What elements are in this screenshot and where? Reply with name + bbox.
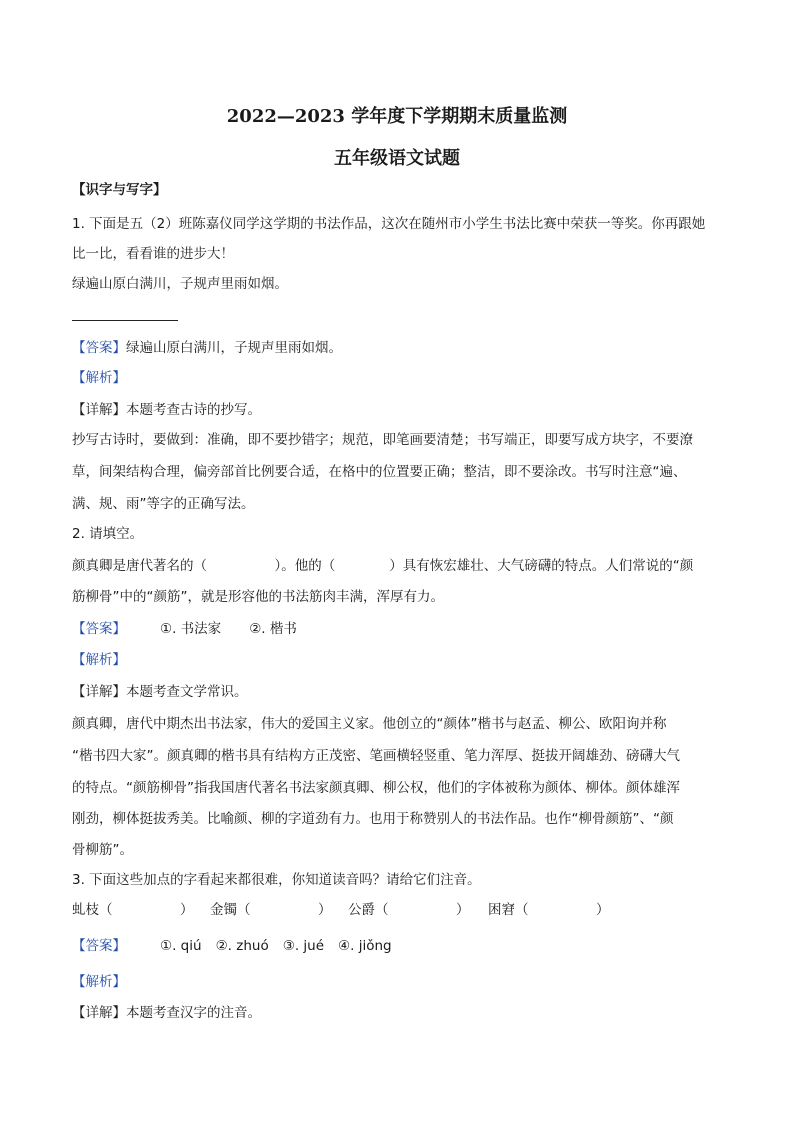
q3-detail-text: 本题考查汉字的注音。 — [126, 1005, 261, 1021]
q1-stem-line2: 比一比，看看谁的进步大！ — [72, 246, 234, 262]
q1-answer-row — [72, 338, 342, 358]
q1-detail-text: 本题考查古诗的抄写。 — [126, 402, 261, 418]
q1-poem: 绿遍山原白满川，子规声里雨如烟。 — [72, 276, 288, 292]
page-subtitle: 五年级语文试题 — [334, 148, 460, 169]
q2-explanation-line3: 的特点。“颜筋柳骨”指我国唐代著名书法家颜真卿、柳公权，他们的字体被称为颜体、柳体。颜体雄浑 — [72, 780, 680, 796]
answer-label: 【答案】 — [72, 621, 126, 637]
q2-analysis-label: 【解析】 — [72, 652, 126, 668]
answer-label: 【答案】 — [72, 938, 126, 954]
q2-answer-2: ②. 楷书 — [249, 621, 297, 637]
q2-explanation-line1: 颜真卿，唐代中期杰出书法家，伟大的爱国主义家。他创立的“颜体”楷书与赵孟、柳公、欧阳询并称 — [72, 716, 667, 732]
q1-stem-line1: 1. 下面是五（2）班陈嘉仪同学这学期的书法作品，这次在随州市小学生书法比赛中荣获一等奖。你再跟她 — [72, 216, 706, 232]
q3-item-1: 虬枝（ ） — [72, 902, 194, 918]
q2-line2: 筋柳骨”中的“颜筋”，就是形容他的书法筋肉丰满，浑厚有力。 — [72, 589, 444, 605]
q3-answer-row — [72, 936, 392, 956]
section-heading: 【识字与写字】 — [72, 182, 167, 198]
q1-explanation-line3: 满、规、雨”等字的正确写法。 — [72, 496, 255, 512]
q3-item-2: 金镯（ ） — [210, 902, 332, 918]
answer-label: 【答案】 — [72, 340, 126, 356]
q3-item-4: 困窘（ ） — [488, 902, 610, 918]
detail-label: 【详解】 — [72, 1005, 126, 1021]
q3-detail-row — [72, 1003, 261, 1023]
q1-analysis-label: 【解析】 — [72, 370, 126, 386]
detail-label: 【详解】 — [72, 684, 126, 700]
answer-blank-line — [72, 320, 178, 321]
q2-stem: 2. 请填空。 — [72, 526, 144, 542]
q2-explanation-line2: “楷书四大家”。颜真卿的楷书具有结构方正茂密、笔画横轻竖重、笔力浑厚、挺拔开阔雄劲、磅礴大气 — [72, 748, 680, 764]
q3-analysis-label: 【解析】 — [72, 974, 126, 990]
q3-item-3: 公爵（ ） — [348, 902, 470, 918]
q3-stem: 3. 下面这些加点的字看起来都很难，你知道读音吗？请给它们注音。 — [72, 872, 481, 888]
q3-answer-2: ②. zhuó — [215, 938, 269, 954]
q3-answer-3: ③. jué — [282, 938, 325, 954]
q1-answer-text: 绿遍山原白满川，子规声里雨如烟。 — [126, 340, 342, 356]
q2-answer-1: ①. 书法家 — [160, 621, 222, 637]
q2-detail-row — [72, 682, 248, 702]
q3-items-row — [72, 900, 610, 920]
q2-explanation-line4: 刚劲，柳体挺拔秀美。比喻颜、柳的字道劲有力。也用于称赞别人的书法作品。也作“柳骨颜筋”、“颜 — [72, 811, 674, 827]
q3-answer-1: ①. qiú — [160, 938, 202, 954]
q1-explanation-line1: 抄写古诗时，要做到：准确，即不要抄错字；规范，即笔画要清楚；书写端正，即要写成方块字，不要潦 — [72, 432, 693, 448]
q2-explanation-line5: 骨柳筋”。 — [72, 842, 133, 858]
q2-answer-row — [72, 619, 297, 639]
q2-detail-text: 本题考查文学常识。 — [126, 684, 248, 700]
page-title: 2022—2023 学年度下学期期末质量监测 — [226, 106, 568, 127]
q3-answer-4: ④. jiǒng — [338, 938, 392, 954]
detail-label: 【详解】 — [72, 402, 126, 418]
q2-line1: 颜真卿是唐代著名的（ ）。他的（ ）具有恢宏雄壮、大气磅礴的特点。人们常说的“颜 — [72, 558, 694, 574]
q1-detail-row — [72, 400, 261, 420]
q1-explanation-line2: 草，间架结构合理，偏旁部首比例要合适，在格中的位置要正确；整洁，即不要涂改。书写时注意“遍、 — [72, 464, 687, 480]
